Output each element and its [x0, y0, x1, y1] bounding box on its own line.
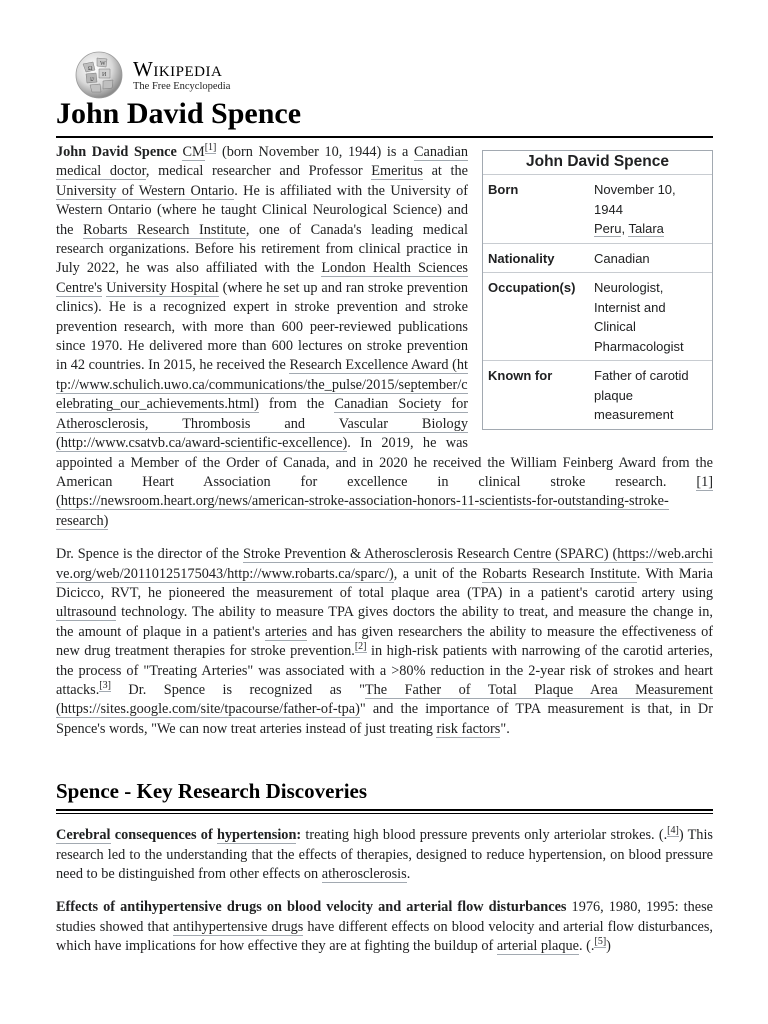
- ref-3-link[interactable]: [3]: [99, 679, 111, 691]
- occupation-line: Clinical: [594, 319, 636, 334]
- father-tpa-link[interactable]: The Father of Total Plaque Area Measurement (https://sites.google.com/site/tpacourse/father-of-tpa): [56, 681, 713, 718]
- born-date-line1: November 10,: [594, 182, 676, 197]
- infobox-value: [593, 365, 712, 426]
- sparc-link[interactable]: Stroke Prevention & Atherosclerosis Research Centre (SPARC) (https://web.archive.org/web/20110125175043/http://www.robarts.ca/sparc/): [56, 546, 713, 582]
- infobox-label: Known for: [488, 368, 553, 383]
- section-heading: Spence - Key Research Discoveries: [56, 779, 368, 804]
- title-divider: [56, 136, 713, 138]
- article-content: [56, 143, 713, 957]
- text: consequences of: [110, 827, 217, 844]
- occupation-line: Neurologist,: [594, 280, 664, 295]
- text: ".: [500, 720, 510, 737]
- infobox-value: [593, 179, 712, 240]
- research-excellence-award-link[interactable]: Research Excellence Award (http://www.schulich.uwo.ca/communications/the_pulse/2015/september/celebrating_our_achievements.html): [56, 357, 468, 413]
- text: treating high blood pressure prevents only arteriolar strokes. (.: [301, 827, 668, 844]
- director-paragraph: [56, 545, 713, 739]
- text: from the: [258, 396, 335, 413]
- brand-tagline: The Free Encyclopedia: [133, 80, 231, 92]
- csatvb-link[interactable]: Canadian Society for Atherosclerosis, Thrombosis and Vascular Biology (http://www.csatvb.ca/award-scientific-excellence): [56, 396, 468, 452]
- text: :: [296, 827, 302, 844]
- ultrasound-link[interactable]: ultrasound: [56, 604, 117, 621]
- svg-text:Ω: Ω: [88, 66, 93, 72]
- cerebral-paragraph: [56, 826, 713, 884]
- text: 1976, 1980, 1995: these studies showed that: [56, 899, 714, 935]
- aha-news-link[interactable]: [1] (https://newsroom.heart.org/news/american-stroke-association-honors-11-scientists-for-outstanding-stroke-research): [56, 473, 713, 529]
- birthplace-peru-link[interactable]: Peru: [594, 221, 622, 236]
- text: , a unit of the: [393, 565, 483, 582]
- section-divider: [56, 809, 713, 811]
- antihypertensive-drugs-link[interactable]: antihypertensive drugs: [173, 918, 304, 935]
- emeritus-link[interactable]: Emeritus: [371, 163, 423, 180]
- infobox-label: Occupation(s): [488, 280, 576, 295]
- robarts-link[interactable]: Robarts Research Institute: [83, 221, 246, 238]
- text: in high-risk patients with narrowing of the carotid arteries, the process of "Treating Arteries" was associated with a >80% reduction in the 2-year risk of strokes and heart attacks.: [56, 643, 713, 698]
- infobox: [482, 150, 713, 430]
- medical-doctor-link[interactable]: medical doctor: [56, 163, 146, 180]
- bold-lead: Effects of antihypertensive drugs on blood velocity and arterial flow disturbances: [56, 899, 567, 916]
- ref-1-link[interactable]: [1]: [204, 142, 217, 153]
- text: at the: [422, 163, 468, 180]
- ref-4-link[interactable]: [4]: [667, 825, 679, 837]
- uwo-link[interactable]: University of Western Ontario: [56, 182, 235, 199]
- cm-link[interactable]: CM: [182, 144, 205, 160]
- place-separator: ,: [621, 221, 629, 236]
- infobox-row-occupation: [483, 273, 712, 361]
- text: . (.: [579, 938, 595, 955]
- ref-5-link[interactable]: [5]: [594, 936, 607, 948]
- infobox-title: John David Spence: [483, 151, 712, 175]
- subject-name: John David Spence: [56, 144, 177, 160]
- text: , one of Canada's leading medical research organizations. Before his retirement from clinical practice in July 2022, he was also affiliated with the: [56, 221, 468, 277]
- risk-factors-link[interactable]: risk factors: [436, 720, 501, 737]
- text: ): [606, 938, 611, 955]
- known-for-line: Father of carotid: [594, 368, 689, 383]
- known-for-line: measurement: [594, 407, 674, 422]
- infobox-value: [593, 277, 712, 357]
- text: Dr. Spence is the director of the: [56, 546, 243, 563]
- text: .: [406, 866, 411, 882]
- canadian-link[interactable]: Canadian: [414, 144, 468, 160]
- cerebral-link[interactable]: Cerebral: [56, 827, 111, 844]
- infobox-row-known-for: [483, 361, 712, 429]
- text: and has given researchers the ability to measure the effectiveness of new drug treatment therapies for stroke prevention.: [56, 623, 713, 660]
- text: technology. The ability to measure TPA gives doctors the ability to treat, and measure the change in, the amount of plaque in a patient's: [56, 604, 713, 640]
- text: ) This research led to the understanding that the effects of therapies, designed to reduce hypertension, on blood pressure need to be distinguished from other effects on: [56, 827, 713, 882]
- wikipedia-globe-icon: [73, 50, 125, 100]
- svg-text:И: И: [102, 72, 107, 78]
- occupation-line: Pharmacologist: [594, 338, 684, 354]
- text: Dr. Spence is recognized as ": [110, 681, 365, 698]
- infobox-row-born: [483, 175, 712, 244]
- text: (born November 10, 1944) is a: [216, 144, 414, 160]
- text: have different effects on blood velocity and arterial flow disturbances, which have implications for how effective they are at fighting the buildup of: [56, 918, 713, 955]
- arterial-plaque-link[interactable]: arterial plaque: [496, 938, 579, 955]
- text: . With Maria Dicicco, RVT, he pioneered the measurement of total plaque area (TPA) in a patient's carotid artery using: [56, 565, 713, 601]
- infobox-label: Born: [488, 182, 519, 197]
- text: , medical researcher and Professor: [145, 163, 372, 180]
- infobox-label: Nationality: [488, 250, 555, 266]
- brand-name: Wikipedia: [133, 56, 223, 81]
- ref-2-link[interactable]: [2]: [354, 641, 367, 653]
- infobox-row-nationality: [483, 244, 712, 274]
- svg-text:W: W: [100, 61, 106, 67]
- text: . In 2019, he was appointed a Member of the Order of Canada, and in 2020 he received the William Feinberg Award from the American Heart Association for excellence in clinical stroke research.: [56, 435, 713, 490]
- text: " and the importance of TPA measurement is that, in Dr Spence's words, "We can now treat arteries instead of just treating: [56, 701, 713, 737]
- university-hospital-link[interactable]: University Hospital: [106, 279, 219, 296]
- svg-text:ש: ש: [90, 77, 95, 83]
- section-divider-thin: [56, 813, 713, 814]
- born-date-line2: 1944: [594, 201, 623, 217]
- infobox-value: Canadian: [594, 250, 650, 266]
- hypertension-link[interactable]: hypertension: [216, 827, 297, 844]
- robarts-link[interactable]: Robarts Research Institute: [482, 565, 637, 582]
- text: (where he set up and ran stroke prevention clinics). He is a recognized expert in stroke prevention and stroke prevention research, with more than 600 peer-reviewed publications since 1970. He delivered more than 600 lectures on stroke prevention in 42 countries. In 2015, he received the: [56, 279, 468, 374]
- wikipedia-logo[interactable]: [73, 50, 230, 100]
- arteries-link[interactable]: arteries: [265, 623, 308, 640]
- antihypertensive-paragraph: [56, 898, 713, 956]
- lhsc-link[interactable]: London Health Sciences Centre's: [56, 260, 468, 296]
- birthplace-talara-link[interactable]: Talara: [628, 221, 664, 236]
- atherosclerosis-link[interactable]: atherosclerosis: [321, 866, 407, 882]
- occupation-line: Internist and: [594, 299, 666, 315]
- wordmark: [133, 58, 230, 93]
- text: . He is affiliated with the University of Western Ontario (where he taught Clinical Neurological Science) and the: [56, 182, 468, 238]
- known-for-line: plaque: [594, 387, 634, 403]
- page-title: John David Spence: [56, 97, 302, 130]
